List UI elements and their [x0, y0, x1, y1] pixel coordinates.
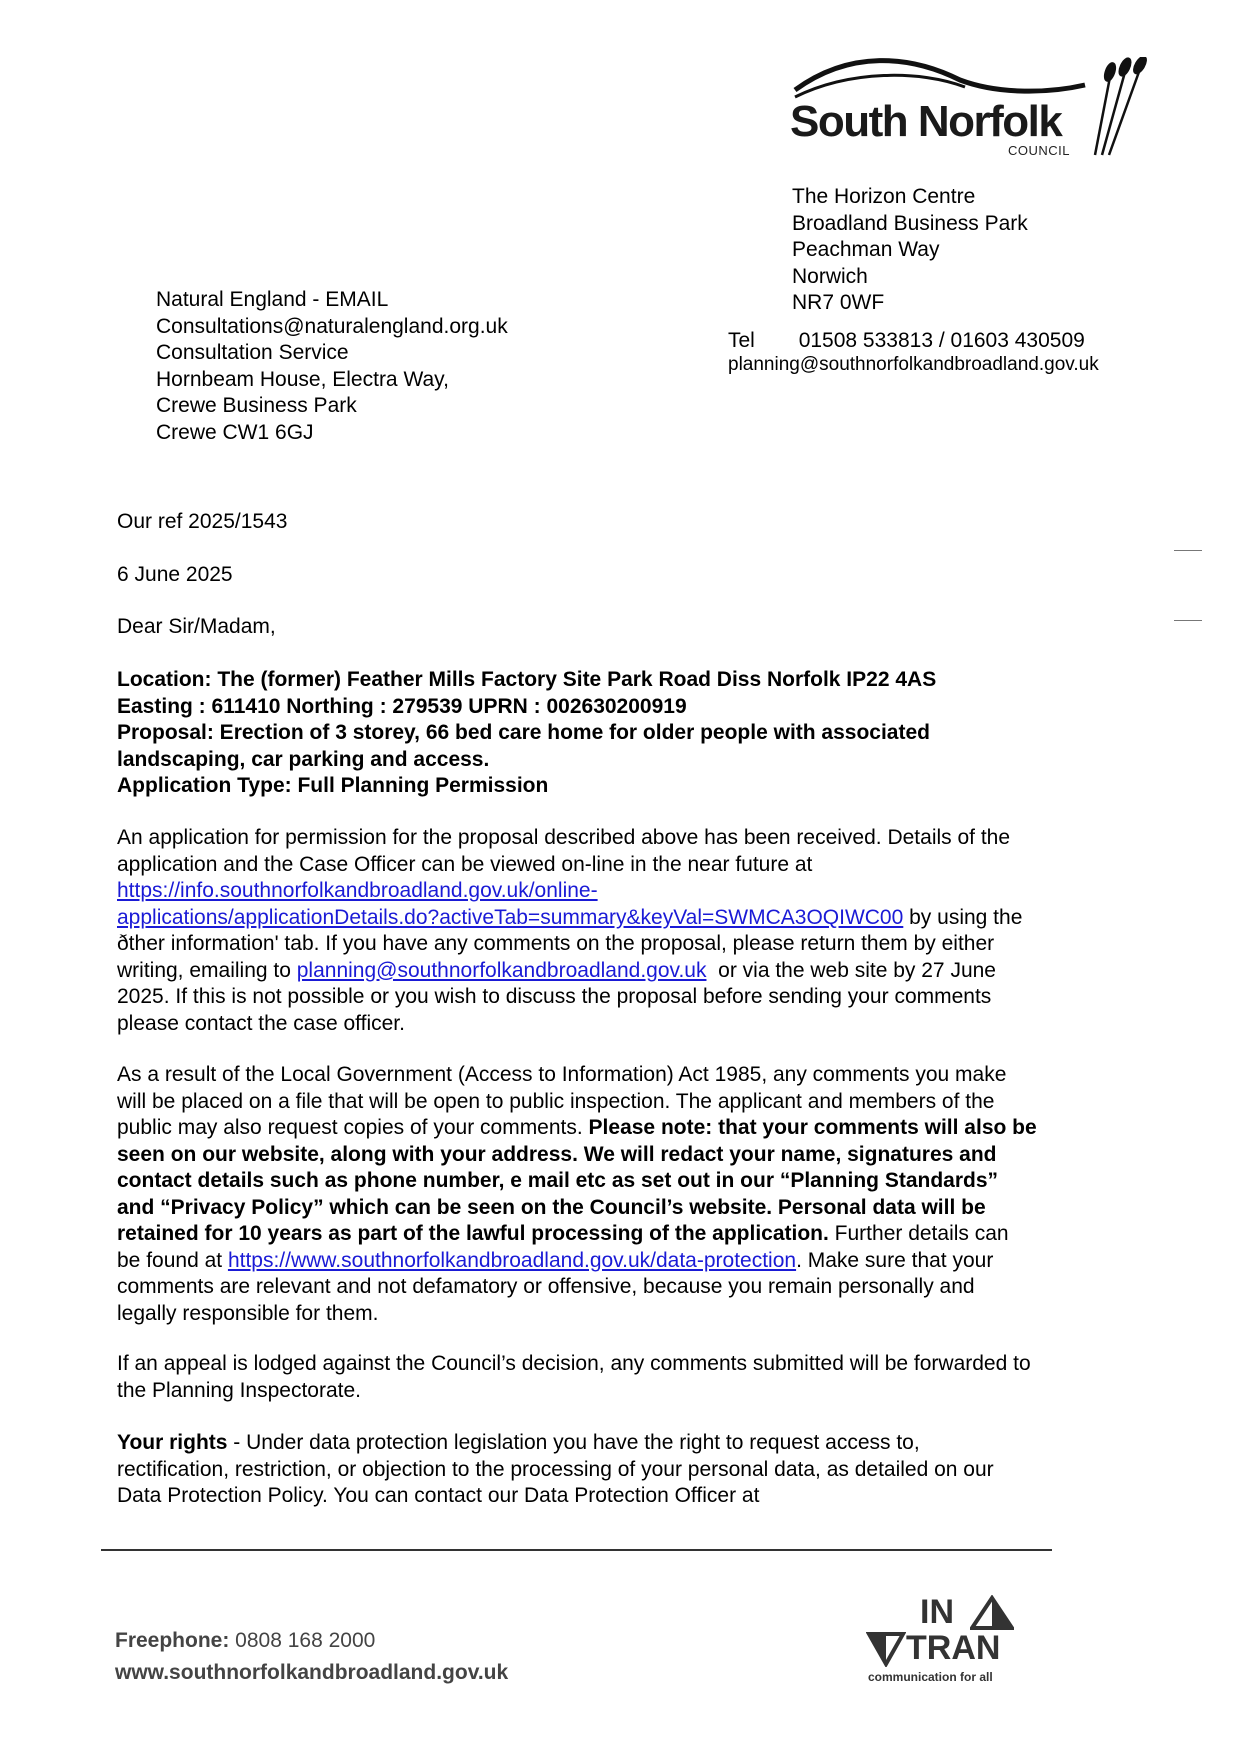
address-line: NR7 0WF [792, 291, 885, 314]
text-line: contact details such as phone number, e mail etc as set out in our “Planning Standards” [117, 1169, 999, 1192]
recipient-line: Natural England - EMAIL [156, 288, 389, 311]
council-email[interactable]: planning@southnorfolkandbroadland.gov.uk [728, 354, 1099, 375]
easting: Easting : 611410 Northing : 279539 UPRN : 002630200919 [117, 694, 687, 718]
text-fragment: public may also request copies of your comments. [117, 1116, 589, 1139]
intran-tagline: communication for all [868, 1670, 993, 1684]
council-logo [790, 55, 1160, 165]
address-line: The Horizon Centre [792, 185, 976, 208]
tel-label: Tel [728, 329, 755, 352]
text-line: comments are relevant and not defamatory or offensive, because you remain personally and [117, 1275, 975, 1298]
text-fragment: or via the web site by 27 June [706, 958, 996, 982]
text-fragment: Please note: that your comments will also be [588, 1116, 1037, 1139]
triangle-up-icon [970, 1595, 1014, 1631]
text-line: 2025. If this is not possible or you wish to discuss the proposal before sending your comments [117, 985, 992, 1008]
application-details [117, 667, 1147, 800]
salutation: Dear Sir/Madam, [117, 615, 276, 638]
recipient-line: Crewe CW1 6GJ [156, 420, 314, 444]
text-fragment: retained for 10 years as part of the lawful processing of the application. [117, 1222, 829, 1245]
freephone-number: 0808 168 2000 [229, 1629, 376, 1652]
letter-date: 6 June 2025 [117, 563, 233, 586]
proposal: Proposal: Erection of 3 storey, 66 bed care home for older people with associated [117, 721, 930, 744]
text-fragment: by using the [903, 905, 1023, 929]
freephone-label: Freephone: [115, 1629, 230, 1652]
recipient-line: Hornbeam House, Electra Way, [156, 367, 449, 391]
text-line: ðther information' tab. If you have any comments on the proposal, please return them by either [117, 932, 995, 955]
freephone [115, 1629, 375, 1653]
logo-name: South Norfolk [790, 97, 1062, 146]
planning-email-link[interactable]: planning@southnorfolkandbroadland.gov.uk [296, 958, 707, 982]
recipient-address [156, 287, 508, 446]
text-fragment: writing, emailing to [117, 958, 297, 982]
paragraph-2 [117, 1062, 1147, 1327]
text-line: application and the Case Officer can be viewed on-line in the near future at [117, 852, 813, 876]
application-type: Application Type: Full Planning Permission [117, 774, 549, 797]
text-line: rectification, restriction, or objection to the processing of your personal data, as detailed on our [117, 1457, 994, 1481]
location: Location: The (former) Feather Mills Factory Site Park Road Diss Norfolk IP22 4AS [117, 668, 937, 691]
intran-in: IN [920, 1593, 954, 1631]
text-line: As a result of the Local Government (Access to Information) Act 1985, any comments you make [117, 1063, 1007, 1086]
triangle-down-icon [866, 1631, 906, 1667]
intran-logo [866, 1595, 1046, 1685]
text-fragment: Further details can [828, 1222, 1009, 1245]
margin-mark [1174, 550, 1202, 551]
application-link-cont[interactable]: applications/applicationDetails.do?activeTab=summary&keyVal=SWMCA3OQIWC00 [117, 905, 904, 929]
recipient-line: Consultations@naturalengland.org.uk [156, 314, 508, 338]
text-fragment: - Under data protection legislation you have the right to request access to, [227, 1431, 920, 1454]
text-line: the Planning Inspectorate. [117, 1378, 362, 1402]
text-line: If an appeal is lodged against the Council’s decision, any comments submitted will be forwarded to [117, 1352, 1031, 1375]
address-line: Norwich [792, 264, 868, 288]
footer-divider [101, 1549, 1052, 1551]
intran-tran: TRAN [906, 1629, 1001, 1667]
logo-council: COUNCIL [1008, 143, 1071, 158]
website[interactable]: www.southnorfolkandbroadland.gov.uk [115, 1661, 509, 1684]
text-fragment: be found at [117, 1248, 228, 1272]
text-line: Data Protection Policy. You can contact our Data Protection Officer at [117, 1484, 760, 1507]
address-line: Peachman Way [792, 238, 940, 261]
our-ref: Our ref 2025/1543 [117, 510, 288, 533]
data-protection-link[interactable]: https://www.southnorfolkandbroadland.gov.uk/data-protection [227, 1248, 797, 1272]
paragraph-4 [117, 1430, 1147, 1510]
paragraph-3 [117, 1351, 1147, 1404]
recipient-line: Consultation Service [156, 341, 349, 364]
council-address [792, 184, 1028, 317]
text-line: please contact the case officer. [117, 1011, 405, 1035]
application-link[interactable]: https://info.southnorfolkandbroadland.gov.uk/online- [117, 879, 598, 902]
text-line: An application for permission for the proposal described above has been received. Details of the [117, 826, 1011, 849]
text-fragment: Your rights [117, 1431, 228, 1454]
text-line: seen on our website, along with your address. We will redact your name, signatures and [117, 1142, 997, 1166]
margin-mark [1174, 620, 1202, 621]
paragraph-1 [117, 825, 1147, 1037]
text-line: and “Privacy Policy” which can be seen on the Council’s website. Personal data will be [117, 1195, 986, 1219]
address-line: Broadland Business Park [792, 211, 1028, 235]
text-line: will be placed on a file that will be open to public inspection. The applicant and members of the [117, 1089, 995, 1113]
proposal-cont: landscaping, car parking and access. [117, 747, 490, 771]
council-tel [728, 328, 1085, 355]
recipient-line: Crewe Business Park [156, 394, 357, 417]
wheat-icon [1080, 57, 1150, 157]
tel-number: 01508 533813 / 01603 430509 [798, 329, 1085, 352]
text-fragment: . Make sure that your [796, 1248, 994, 1272]
text-line: legally responsible for them. [117, 1301, 379, 1325]
